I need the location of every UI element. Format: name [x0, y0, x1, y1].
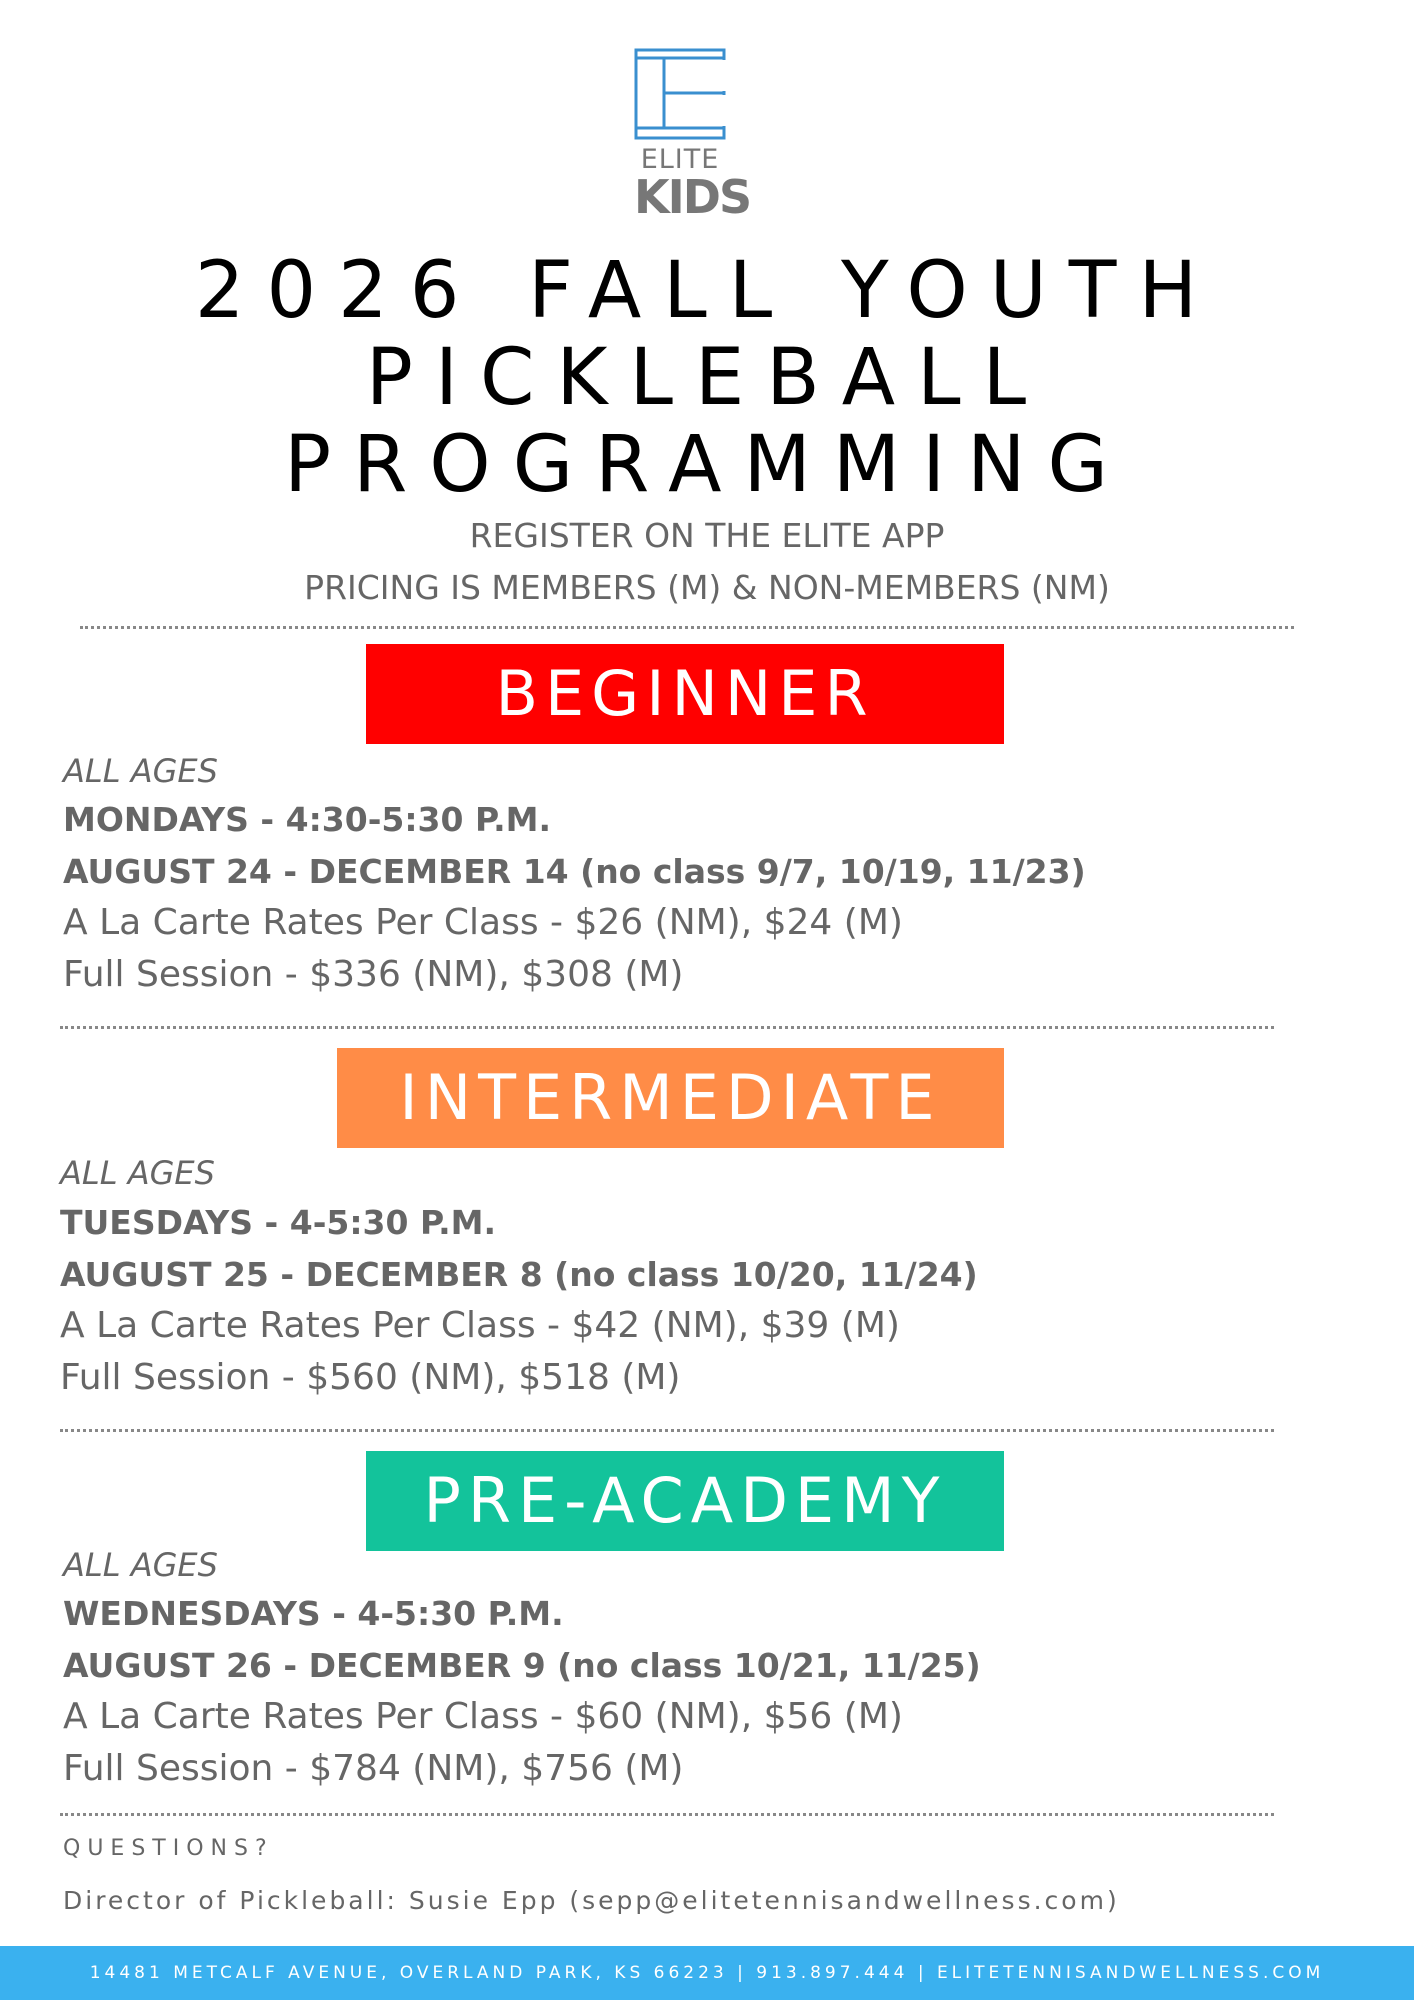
intermediate-day-time: TUESDAYS - 4-5:30 P.M.	[60, 1203, 496, 1242]
pre-academy-day-time: WEDNESDAYS - 4-5:30 P.M.	[63, 1594, 564, 1633]
pre-academy-dates: AUGUST 26 - DECEMBER 9 (no class 10/21, 11/25)	[63, 1646, 981, 1685]
divider	[60, 1429, 1274, 1432]
intermediate-dates: AUGUST 25 - DECEMBER 8 (no class 10/20, 11/24)	[60, 1255, 978, 1294]
beginner-full-session: Full Session - $336 (NM), $308 (M)	[63, 954, 684, 995]
page-title-line-2: PICKLEBALL	[365, 333, 1049, 423]
beginner-ala-carte-rate: A La Carte Rates Per Class - $26 (NM), $24 (M)	[63, 902, 903, 943]
pre-academy-badge: PRE-ACADEMY	[366, 1451, 1004, 1551]
intermediate-badge: INTERMEDIATE	[337, 1048, 1004, 1148]
divider	[60, 1813, 1274, 1816]
intermediate-ala-carte-rate: A La Carte Rates Per Class - $42 (NM), $39 (M)	[60, 1305, 900, 1346]
pre-academy-ages: ALL AGES	[63, 1546, 218, 1584]
pricing-note: PRICING IS MEMBERS (M) & NON-MEMBERS (NM)	[304, 568, 1110, 607]
director-contact: Director of Pickleball: Susie Epp (sepp@elitetennisandwellness.com)	[63, 1886, 1120, 1915]
elite-e-logo-icon	[634, 48, 726, 140]
register-note: REGISTER ON THE ELITE APP	[469, 516, 945, 555]
page-title-line-3: PROGRAMMING	[284, 420, 1130, 510]
beginner-day-time: MONDAYS - 4:30-5:30 P.M.	[63, 800, 552, 839]
questions-label: QUESTIONS?	[63, 1836, 274, 1861]
beginner-badge: BEGINNER	[366, 644, 1004, 744]
intermediate-full-session: Full Session - $560 (NM), $518 (M)	[60, 1357, 681, 1398]
logo-text-kids: KIDS	[634, 170, 751, 224]
divider	[80, 626, 1294, 629]
elite-kids-logo	[634, 48, 751, 224]
beginner-ages: ALL AGES	[63, 752, 218, 790]
intermediate-ages: ALL AGES	[60, 1154, 215, 1192]
pre-academy-full-session: Full Session - $784 (NM), $756 (M)	[63, 1748, 684, 1789]
footer-contact-bar: 14481 METCALF AVENUE, OVERLAND PARK, KS 66223 | 913.897.444 | ELITETENNISANDWELLNESS.COM	[0, 1946, 1414, 2000]
logo-text-elite: ELITE	[640, 144, 720, 175]
pre-academy-ala-carte-rate: A La Carte Rates Per Class - $60 (NM), $56 (M)	[63, 1696, 903, 1737]
divider	[60, 1026, 1274, 1029]
page-title-line-1: 2026 FALL YOUTH	[194, 246, 1220, 336]
beginner-dates: AUGUST 24 - DECEMBER 14 (no class 9/7, 10/19, 11/23)	[63, 852, 1086, 891]
